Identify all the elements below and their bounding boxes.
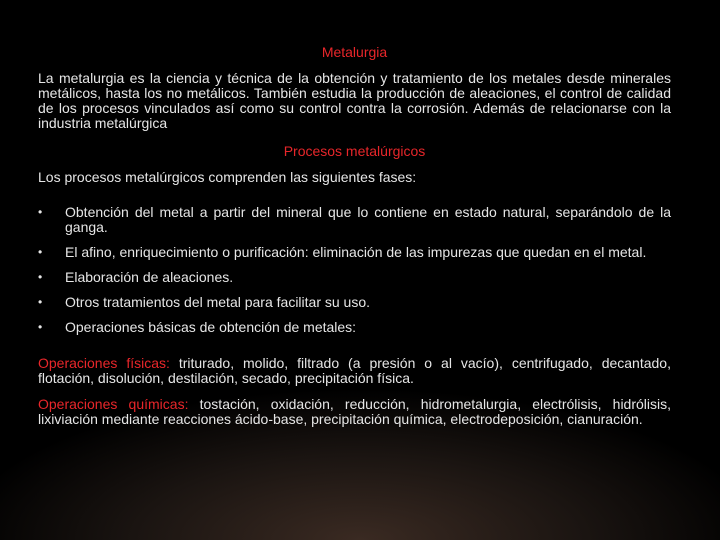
slide-content [38, 44, 671, 427]
intro-paragraph: La metalurgia es la ciencia y técnica de la obtención y tratamiento de los metales desde minerales metálicos, hasta los no metálicos. También estudia la producción de aleaciones, el control de calidad de los procesos vinculados así como su control contra la corrosión. Además de relacionarse con la industria metalúrgica [38, 70, 671, 131]
list-item-text: El afino, enriquecimiento o purificación: eliminación de las impurezas que quedan en el metal. [65, 244, 647, 260]
list-item [38, 295, 671, 310]
section-heading: Procesos metalúrgicos [283, 143, 426, 159]
list-item [38, 245, 671, 260]
physical-operations-text: triturado, molido, filtrado (a presión o al vacío), centrifugado, decantado, flotación, disolución, destilación, secado, precipitación física. [38, 355, 671, 386]
bullet-icon: • [38, 245, 43, 259]
list-item [38, 320, 671, 335]
phases-list [38, 205, 671, 335]
bullet-icon: • [38, 295, 43, 309]
list-item-text: Obtención del metal a partir del mineral que lo contiene en estado natural, separándolo de la ganga. [65, 204, 671, 235]
list-item-text: Elaboración de aleaciones. [65, 269, 234, 285]
phases-lead: Los procesos metalúrgicos comprenden las siguientes fases: [38, 169, 417, 185]
page-title: Metalurgia [321, 44, 388, 60]
list-item [38, 205, 671, 235]
list-item [38, 270, 671, 285]
chemical-operations [38, 397, 671, 427]
chemical-operations-text: tostación, oxidación, reducción, hidrometalurgia, electrólisis, hidrólisis, lixiviación mediante reacciones ácido-base, precipitación química, electrodeposición, cianuración. [38, 396, 672, 427]
list-item-text: Otros tratamientos del metal para facilitar su uso. [65, 294, 371, 310]
physical-operations [38, 356, 671, 386]
bullet-icon: • [38, 270, 43, 284]
bullet-icon: • [38, 205, 43, 219]
chemical-operations-label: Operaciones químicas: [38, 396, 189, 412]
physical-operations-label: Operaciones físicas: [38, 355, 170, 371]
bullet-icon: • [38, 320, 43, 334]
list-item-text: Operaciones básicas de obtención de metales: [65, 319, 357, 335]
